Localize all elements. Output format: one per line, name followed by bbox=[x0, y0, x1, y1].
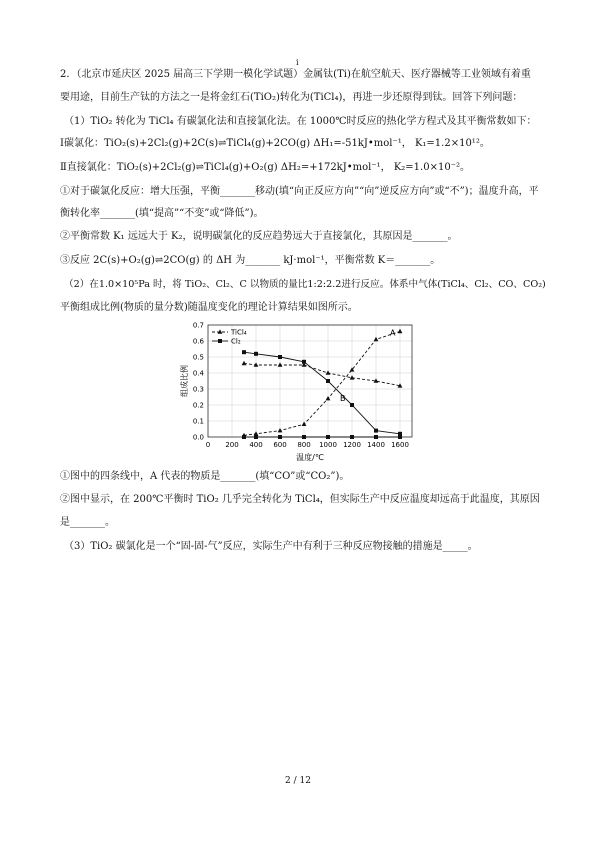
reaction-1: Ⅰ碳氯化：TiO₂(s)+2Cl₂(g)+2C(s)⇌TiCl₄(g)+2CO(g) ΔH₁=-51kJ•mol⁻¹， K₁=1.2×10¹²。 bbox=[60, 138, 490, 149]
data-point bbox=[374, 435, 378, 439]
x-tick-label: 200 bbox=[225, 441, 239, 449]
data-point bbox=[326, 379, 330, 383]
data-point bbox=[326, 435, 330, 439]
part-3-question: （3）TiO₂ 碳氯化是一个“固-固-气”反应，实际生产中有利于三种反应物接触的措施是_____。 bbox=[64, 541, 478, 552]
x-tick-label: 0 bbox=[205, 441, 211, 449]
data-point bbox=[350, 435, 354, 439]
data-point bbox=[350, 403, 354, 407]
legend-label: Cl₂ bbox=[231, 337, 241, 346]
part-1-q1-line1: ①对于碳氯化反应：增大压强，平衡_______移动(填“向正反应方向”“向”逆反应方向”或“不”)；温度升高，平 bbox=[60, 186, 539, 197]
y-tick-label: 0.7 bbox=[192, 321, 204, 330]
page-number: 2 / 12 bbox=[285, 776, 311, 786]
y-tick-label: 0.3 bbox=[192, 385, 204, 394]
x-tick-label: 1600 bbox=[391, 441, 409, 449]
data-point bbox=[374, 337, 379, 341]
y-tick-label: 0.0 bbox=[192, 433, 204, 442]
data-point bbox=[242, 361, 247, 365]
data-point bbox=[278, 428, 283, 432]
series-annotation-A: A bbox=[390, 328, 396, 338]
x-tick-label: 1400 bbox=[367, 441, 385, 449]
part-2-q1: ①图中的四条线中，A 代表的物质是_______(填“CO”或“CO₂”)。 bbox=[60, 471, 350, 482]
part-2-intro: （2）在1.0×10⁵Pa 时，将 TiO₂、Cl₂、C 以物质的量比1:2:2.2进行反应。体系中气体(TiCl₄、Cl₂、CO、CO₂) bbox=[64, 279, 546, 290]
x-tick-label: 1000 bbox=[319, 441, 337, 449]
x-axis-label: 温度/℃ bbox=[296, 453, 324, 462]
part-2-q2-line1: ②图中显示，在 200℃平衡时 TiO₂ 几乎完全转化为 TiCl₄，但实际生产中反应温度却远高于此温度，其原因 bbox=[60, 494, 540, 505]
part-1-q2: ②平衡常数 K₁ 远远大于 K₂，说明碳氯化的反应趋势远大于直接氯化，其原因是_______。 bbox=[60, 231, 458, 242]
series-line bbox=[244, 331, 400, 435]
x-tick-label: 1200 bbox=[343, 441, 361, 449]
x-tick-label: 600 bbox=[273, 441, 287, 449]
data-point bbox=[302, 360, 306, 364]
data-point bbox=[278, 355, 282, 359]
part-2-intro-2: 平衡组成比例(物质的量分数)随温度变化的理论计算结果如图所示。 bbox=[60, 302, 358, 313]
composition-chart bbox=[178, 317, 422, 467]
reaction-2: Ⅱ直接氯化：TiO₂(s)+2Cl₂(g)⇌TiCl₄(g)+O₂(g) ΔH₂=+172kJ•mol⁻¹， K₂=1.0×10⁻²。 bbox=[60, 162, 470, 173]
page-top-mark: i bbox=[296, 58, 299, 67]
y-tick-label: 0.4 bbox=[192, 369, 204, 378]
y-axis-label: 组成比例 bbox=[180, 365, 189, 397]
y-tick-label: 0.2 bbox=[192, 401, 204, 410]
chart-legend bbox=[212, 329, 247, 346]
data-point bbox=[374, 429, 378, 433]
part-1-q3: ③反应 2C(s)+O₂(g)⇌2CO(g) 的 ΔH 为_______ kJ·mol⁻¹，平衡常数 K＝_______。 bbox=[60, 255, 441, 266]
data-point bbox=[398, 329, 403, 333]
data-point bbox=[398, 432, 402, 436]
data-point bbox=[254, 431, 259, 435]
y-tick-label: 0.6 bbox=[192, 337, 204, 346]
data-point bbox=[242, 350, 246, 354]
data-point bbox=[302, 422, 307, 426]
x-tick-label: 400 bbox=[249, 441, 263, 449]
series-annotation-B: B bbox=[340, 394, 346, 403]
data-point bbox=[254, 435, 258, 439]
data-point bbox=[326, 396, 331, 400]
data-point bbox=[326, 370, 331, 374]
y-tick-label: 0.5 bbox=[192, 353, 204, 362]
data-point bbox=[302, 435, 306, 439]
data-point bbox=[254, 352, 258, 356]
y-tick-label: 0.1 bbox=[192, 417, 204, 426]
data-point bbox=[350, 375, 355, 379]
data-point bbox=[278, 435, 282, 439]
legend-label: TiCl₄ bbox=[231, 328, 247, 337]
question-header: 2．（北京市延庆区 2025 届高三下学期一模化学试题）金属钛(Ti)在航空航天、医疗器械等工业领域有着重 bbox=[60, 69, 531, 80]
question-intro: 要用途，目前生产钛的方法之一是将金红石(TiO₂)转化为(TiCl₄)，再进一步还原得到钛。回答下列问题： bbox=[60, 92, 523, 103]
series-line bbox=[244, 352, 400, 434]
part-2-q2-line2: 是_______。 bbox=[60, 517, 115, 528]
part-1-intro: （1）TiO₂ 转化为 TiCl₄ 有碳氯化法和直接氯化法。在 1000℃时反应的热化学方程式及其平衡常数如下： bbox=[64, 116, 537, 127]
legend-marker bbox=[218, 339, 222, 343]
part-1-q1-line2: 衡转化率_______(填“提高”“不变”或“降低”)。 bbox=[60, 208, 264, 219]
x-tick-label: 800 bbox=[297, 441, 311, 449]
chart-series bbox=[242, 328, 403, 439]
